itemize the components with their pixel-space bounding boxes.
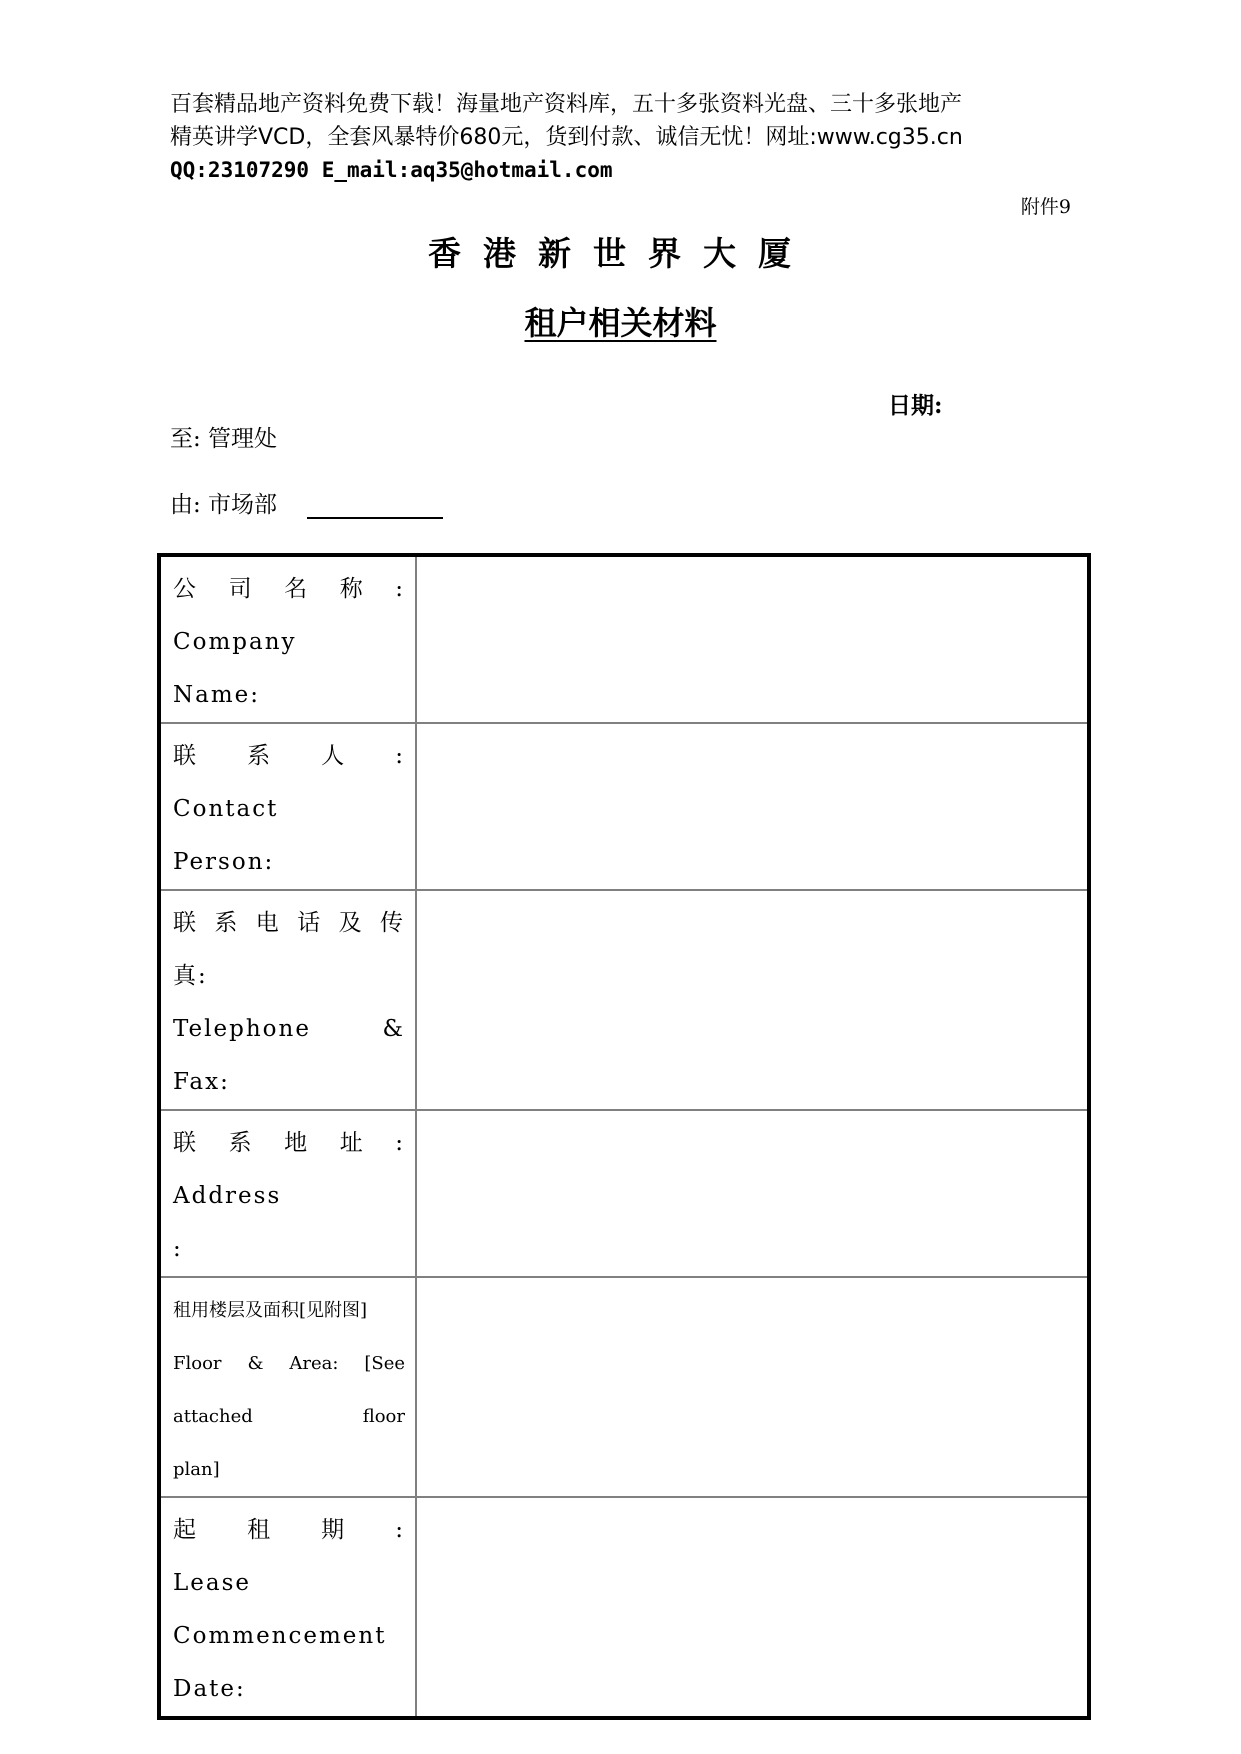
form-row-company [159, 555, 1089, 723]
contact-person-label [159, 723, 416, 890]
from-blank-field[interactable] [307, 495, 443, 519]
subtitle-text: 租户相关材料 [524, 304, 717, 342]
telephone-fax-field[interactable] [416, 890, 1089, 1110]
label-cn2: 真: [173, 963, 208, 989]
address-label [159, 1110, 416, 1277]
advertisement-header [170, 88, 1090, 187]
from-line [170, 486, 443, 519]
address-field[interactable] [416, 1110, 1089, 1277]
label-en1: Telephone & [173, 1016, 405, 1042]
label-en2: Fax: [173, 1069, 230, 1095]
form-row-lease [159, 1497, 1089, 1718]
to-line: 至: 管理处 [170, 426, 278, 452]
label-en2: Date: [173, 1676, 246, 1702]
form-row-phone [159, 890, 1089, 1110]
label-cn: 公司名称: [173, 576, 405, 602]
label-cn: 联系地址: [173, 1130, 405, 1156]
ad-line-3: QQ:23107290 E_mail:aq35@hotmail.com [170, 158, 613, 182]
label-en1: Address [173, 1183, 282, 1209]
page-title: 香港新世界大厦 [428, 234, 813, 273]
label-cn: 起租期: [173, 1517, 405, 1543]
label-cn: 联系人: [173, 743, 405, 769]
label-en2: Person: [173, 849, 275, 875]
floor-area-label [159, 1277, 416, 1497]
lease-date-label [159, 1497, 416, 1718]
page-subtitle [0, 298, 1241, 344]
ad-line-2: 精英讲学VCD，全套风暴特价680元，货到付款、诚信无忧！网址:www.cg35.cn [170, 125, 963, 150]
tenant-info-form [157, 553, 1091, 1720]
label-en1: Floor & Area: [See attached floor [173, 1353, 405, 1427]
company-name-field[interactable] [416, 555, 1089, 723]
annex-label: 附件9 [1020, 196, 1071, 218]
lease-date-field[interactable] [416, 1497, 1089, 1718]
label-en2: plan] [173, 1459, 220, 1480]
label-en1: Contact [173, 796, 279, 822]
label-cn1: 联系电话及传 [173, 910, 405, 936]
floor-area-field[interactable] [416, 1277, 1089, 1497]
form-row-address [159, 1110, 1089, 1277]
contact-person-field[interactable] [416, 723, 1089, 890]
form-row-floor [159, 1277, 1089, 1497]
from-text: 由: 市场部 [170, 492, 278, 518]
telephone-fax-label [159, 890, 416, 1110]
ad-line-1: 百套精品地产资料免费下载！海量地产资料库，五十多张资料光盘、三十多张地产 [170, 92, 963, 117]
label-en1: Company [173, 629, 297, 655]
label-en1: Lease Commencement [173, 1570, 387, 1649]
company-name-label [159, 555, 416, 723]
date-label: 日期: [888, 392, 943, 419]
label-cn: 租用楼层及面积[见附图] [173, 1300, 368, 1321]
label-en2: Name: [173, 682, 261, 708]
form-row-contact [159, 723, 1089, 890]
label-en2: : [173, 1236, 183, 1262]
